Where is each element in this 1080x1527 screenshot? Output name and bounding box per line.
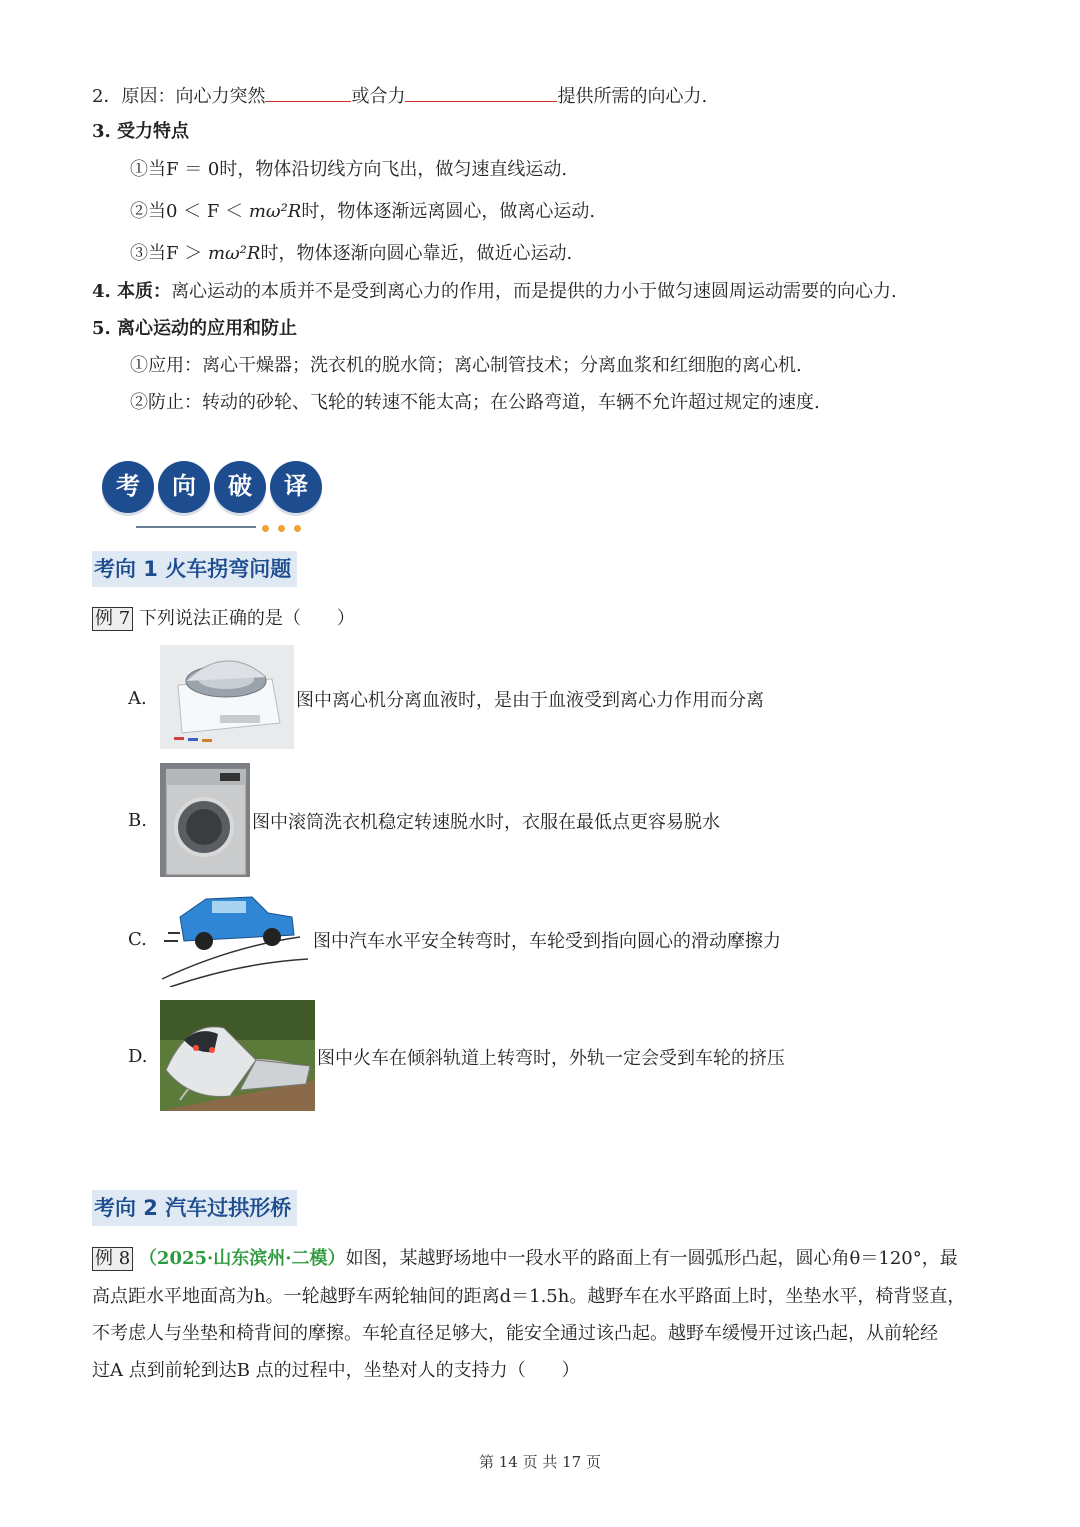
force-item-2-pre: ②当0 ＜ F ＜	[130, 201, 249, 222]
force-title: 3. 受力特点	[92, 121, 190, 142]
example-8-text-1: 如图，某越野场地中一段水平的路面上有一圆弧形凸起，圆心角θ＝120°，最	[345, 1248, 958, 1269]
force-item-3	[130, 241, 572, 267]
option-a-text: 图中离心机分离血液时，是由于血液受到离心力作用而分离	[296, 690, 764, 711]
application-title: 5. 离心运动的应用和防止	[92, 318, 298, 339]
reason-line	[92, 82, 707, 110]
section-2-heading: 考向 2 汽车过拱形桥	[92, 1190, 297, 1226]
example-8-line-1	[92, 1246, 958, 1272]
application-item-2: ②防止：转动的砂轮、飞轮的转速不能太高；在公路弯道，车辆不允许超过规定的速度.	[130, 392, 820, 413]
example-8-source: （2025·山东滨州·二模）	[138, 1248, 346, 1269]
centrifuge-image	[160, 645, 294, 749]
banner-underline	[136, 526, 256, 528]
reason-text-3: 提供所需的向心力.	[557, 86, 708, 107]
option-a-letter: A.	[128, 688, 147, 709]
example-8-tag: 例 8	[92, 1247, 133, 1271]
banner-char-3: 破	[214, 461, 266, 513]
force-item-3-post: 时，物体逐渐向圆心靠近，做近心运动.	[260, 243, 573, 264]
section-banner	[100, 461, 330, 515]
reason-text-2: 或合力	[351, 86, 406, 107]
force-item-2	[130, 199, 595, 225]
banner-dot-2	[278, 525, 285, 532]
washing-machine-image	[160, 763, 250, 877]
example-7-line	[92, 606, 355, 632]
force-item-2-post: 时，物体逐渐远离圆心，做离心运动.	[301, 201, 596, 222]
application-item-1: ①应用：离心干燥器；洗衣机的脱水筒；离心制管技术；分离血浆和红细胞的离心机.	[130, 355, 802, 376]
force-item-1: ①当F ＝ 0时，物体沿切线方向飞出，做匀速直线运动.	[130, 159, 568, 180]
example-7-tag: 例 7	[92, 607, 133, 631]
reason-blank-2[interactable]	[405, 82, 557, 102]
page-footer: 第 14 页 共 17 页	[478, 1453, 601, 1471]
option-c-text: 图中汽车水平安全转弯时，车轮受到指向圆心的滑动摩擦力	[313, 931, 781, 952]
option-d-text: 图中火车在倾斜轨道上转弯时，外轨一定会受到车轮的挤压	[317, 1048, 785, 1069]
section-1-heading: 考向 1 火车拐弯问题	[92, 551, 297, 587]
car-turning-image	[160, 887, 312, 987]
banner-char-4: 译	[270, 461, 322, 513]
banner-char-2: 向	[158, 461, 210, 513]
essence-line	[92, 279, 897, 305]
reason-blank-1[interactable]	[265, 82, 351, 102]
reason-text-1: 向心力突然	[175, 86, 266, 107]
option-d-letter: D.	[128, 1046, 148, 1067]
force-item-2-math: mω²R	[248, 201, 302, 222]
train-image	[160, 1000, 315, 1111]
essence-text: 离心运动的本质并不是受到离心力的作用，而是提供的力小于做匀速圆周运动需要的向心力.	[171, 281, 897, 302]
banner-char-1: 考	[102, 461, 154, 513]
essence-label: 4. 本质：	[92, 281, 172, 302]
option-c-letter: C.	[128, 929, 147, 950]
reason-label: 2．原因：	[92, 86, 176, 107]
example-8-line-3: 不考虑人与坐垫和椅背间的摩擦。车轮直径足够大，能安全通过该凸起。越野车缓慢开过该凸起，从前轮经	[92, 1323, 938, 1344]
example-8-line-2: 高点距水平地面高为h。一轮越野车两轮轴间的距离d＝1.5h。越野车在水平路面上时，坐垫水平，椅背竖直，	[92, 1286, 966, 1307]
option-b-text: 图中滚筒洗衣机稳定转速脱水时，衣服在最低点更容易脱水	[252, 812, 720, 833]
example-7-question: 下列说法正确的是（ ）	[138, 608, 355, 629]
example-8-line-4: 过A 点到前轮到达B 点的过程中，坐垫对人的支持力（ ）	[92, 1360, 580, 1381]
option-b-letter: B.	[128, 810, 147, 831]
force-item-3-math: mω²R	[207, 243, 261, 264]
force-item-3-pre: ③当F ＞	[130, 243, 208, 264]
banner-dot-1	[262, 525, 269, 532]
banner-dot-3	[294, 525, 301, 532]
